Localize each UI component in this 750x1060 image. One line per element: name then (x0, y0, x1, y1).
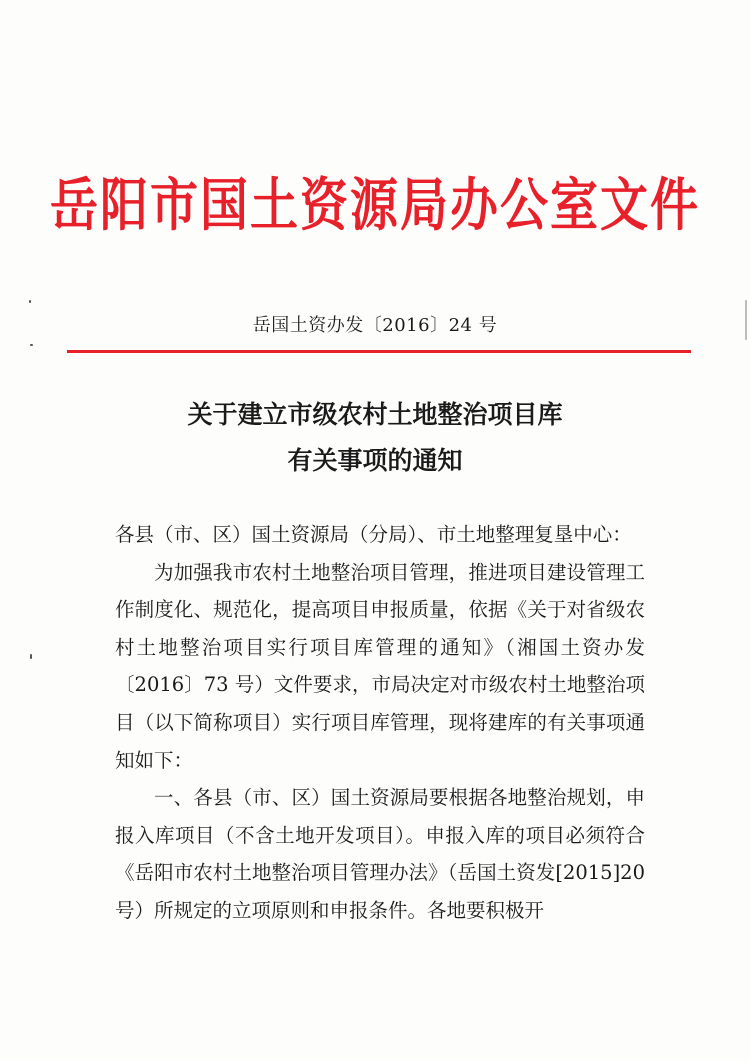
scan-margin-mark (30, 654, 32, 659)
paragraph-item-1: 一、各县（市、区）国土资源局要根据各地整治规划，申报入库项目（不含土地开发项目）。申报入库的项目必须符合《岳阳市农村土地整治项目管理办法》（岳国土资发[2015]20 号）所规定的立项原则和申报条件。各地要积极开 (115, 786, 645, 922)
notice-title-line-1: 关于建立市级农村土地整治项目库 (187, 400, 563, 429)
salutation: 各县（市、区）国土资源局（分局）、市土地整理复垦中心： (115, 523, 632, 546)
notice-title-line-2: 有关事项的通知 (287, 446, 463, 475)
paragraph-intro: 为加强我市农村土地整治项目管理，推进项目建设管理工作制度化、规范化，提高项目申报质量，依据《关于对省级农村土地整治项目实行项目库管理的通知》（湘国土资办发〔2016〕73 号）文件要求，市局决定对市级农村土地整治项目（以下简称项目）实行项目库管理，现将建库的有关事项通知如下： (115, 560, 645, 772)
notice-title (0, 392, 750, 484)
scan-margin-mark (30, 344, 33, 346)
document-number: 岳国土资办发〔2016〕24 号 (252, 315, 498, 336)
scan-margin-mark (745, 300, 747, 340)
scan-margin-mark (29, 300, 31, 303)
red-divider-rule (67, 350, 691, 353)
red-header-title: 岳阳市国土资源局办公室文件 (49, 172, 700, 239)
notice-body (115, 516, 645, 930)
